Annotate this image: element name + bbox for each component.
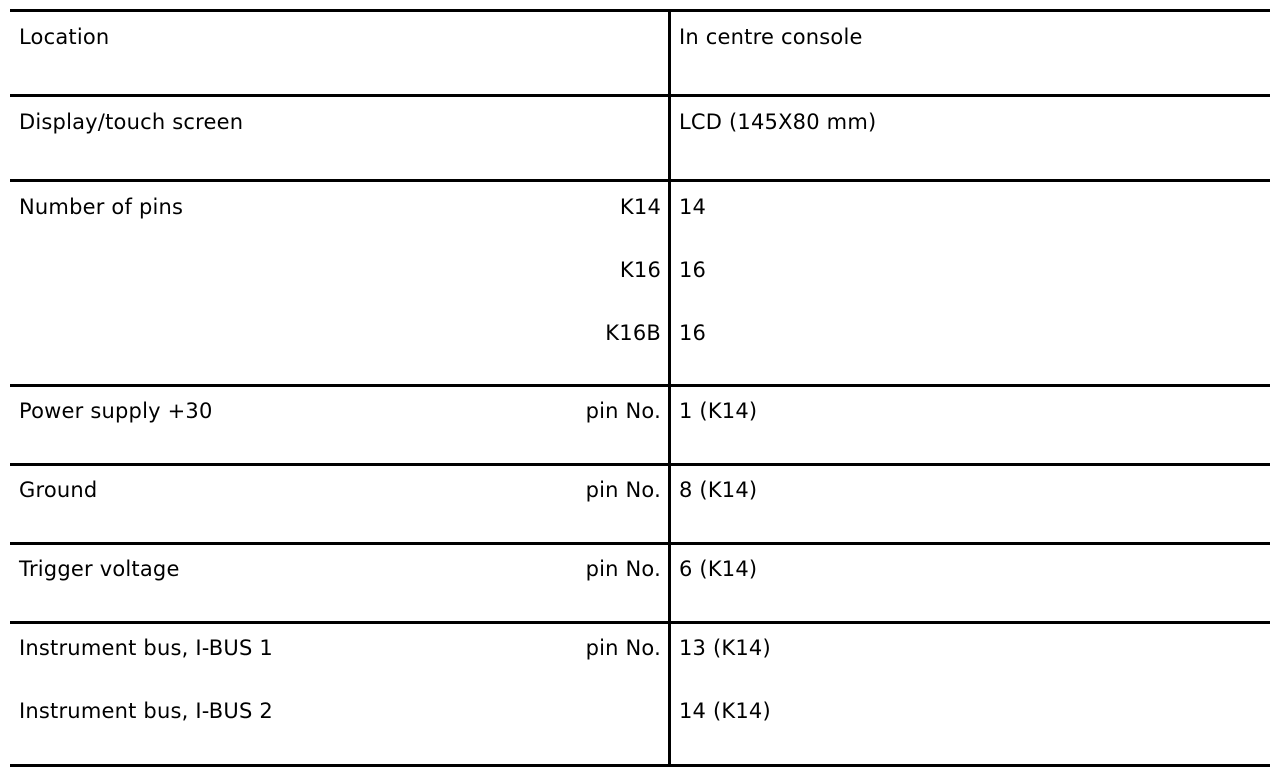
pin-qualifier: pin No. — [585, 636, 661, 660]
table-row-location — [10, 9, 1270, 94]
table-row-instrument-bus — [10, 621, 1270, 767]
row-label: Location — [19, 25, 110, 49]
table-row-display — [10, 94, 1270, 179]
column-divider — [668, 624, 671, 764]
pin-qualifier: pin No. — [585, 557, 661, 581]
row-value: 13 (K14) — [679, 636, 771, 660]
pin-qualifier-k16b: K16B — [605, 321, 661, 345]
pin-qualifier-k14: K14 — [619, 195, 661, 219]
column-divider — [668, 466, 671, 542]
pin-qualifier: pin No. — [585, 478, 661, 502]
column-divider — [668, 545, 671, 621]
column-divider — [668, 182, 671, 384]
row-value: 16 — [679, 258, 707, 282]
row-label-secondary: Instrument bus, I-BUS 2 — [19, 699, 273, 723]
table-row-ground — [10, 463, 1270, 542]
column-divider — [668, 387, 671, 463]
row-value: LCD (145X80 mm) — [679, 110, 877, 134]
pin-qualifier-k16: K16 — [619, 258, 661, 282]
column-divider — [668, 97, 671, 179]
row-value: 14 — [679, 195, 707, 219]
row-label: Number of pins — [19, 195, 184, 219]
row-value: In centre console — [679, 25, 863, 49]
table-row-power-supply — [10, 384, 1270, 463]
row-label: Trigger voltage — [19, 557, 180, 581]
table-row-number-of-pins — [10, 179, 1270, 384]
row-label: Instrument bus, I-BUS 1 — [19, 636, 273, 660]
row-value: 16 — [679, 321, 707, 345]
row-value-secondary: 14 (K14) — [679, 699, 771, 723]
row-value: 8 (K14) — [679, 478, 758, 502]
row-label: Ground — [19, 478, 98, 502]
row-value: 1 (K14) — [679, 399, 758, 423]
spec-table — [10, 9, 1270, 767]
row-label: Display/touch screen — [19, 110, 244, 134]
column-divider — [668, 12, 671, 94]
table-row-trigger-voltage — [10, 542, 1270, 621]
pin-qualifier: pin No. — [585, 399, 661, 423]
row-value: 6 (K14) — [679, 557, 758, 581]
row-label: Power supply +30 — [19, 399, 213, 423]
